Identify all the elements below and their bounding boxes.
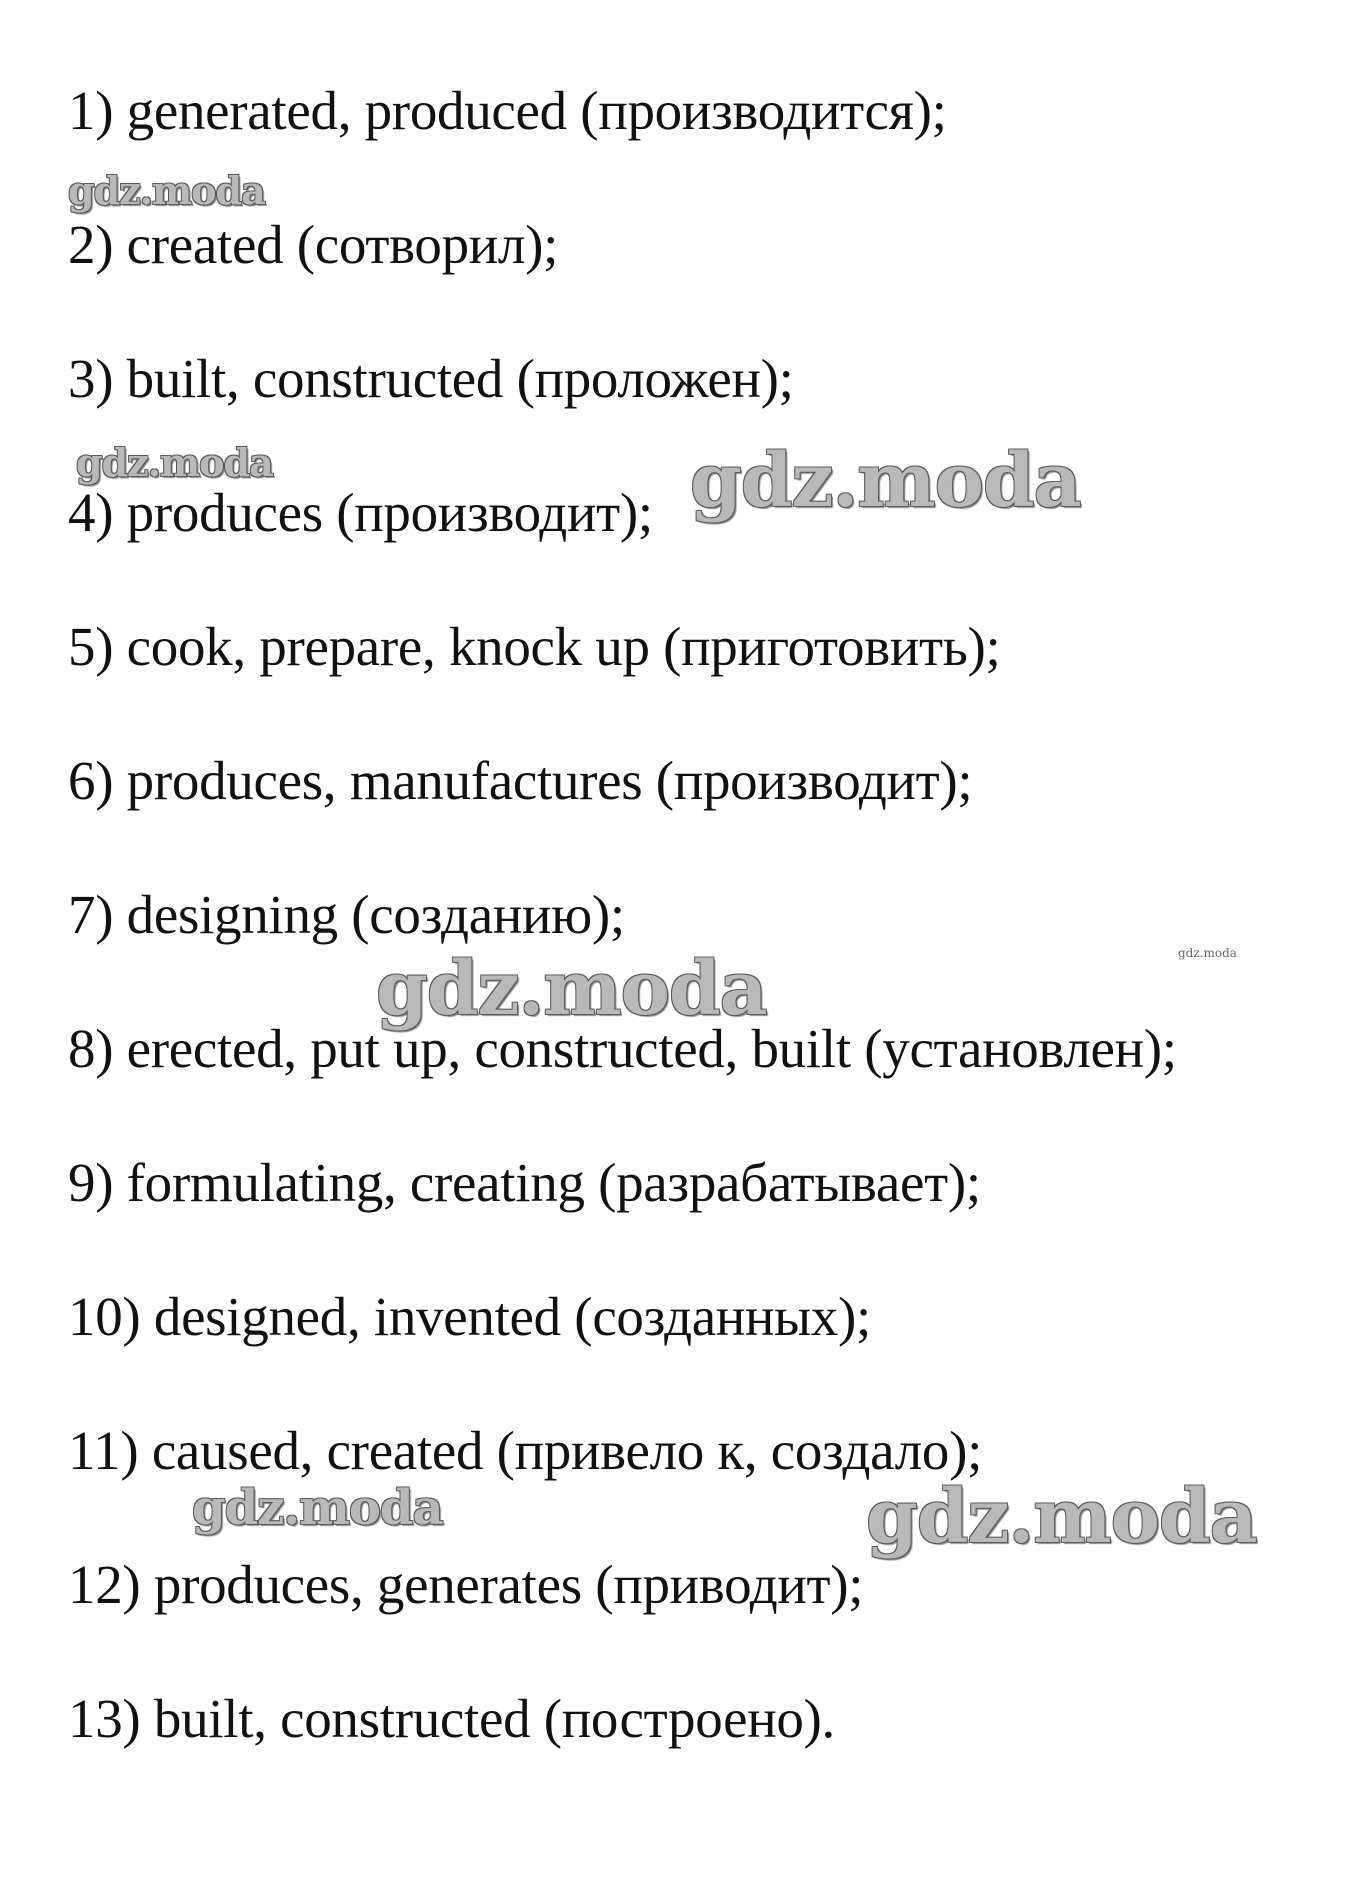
answer-item-7: 7) designing (созданию);	[68, 884, 625, 945]
watermark-large-3: gdz.moda	[866, 1474, 1257, 1560]
watermark-large-2: gdz.moda	[376, 946, 767, 1032]
watermark-large-1: gdz.moda	[690, 438, 1081, 524]
answer-item-1: 1) generated, produced (производится);	[68, 80, 947, 141]
answer-item-10: 10) designed, invented (созданных);	[68, 1286, 871, 1347]
answer-item-6: 6) produces, manufactures (производит);	[68, 750, 973, 811]
answer-item-8: 8) erected, put up, constructed, built (установлен);	[68, 1018, 1177, 1079]
answer-item-11: 11) caused, created (привело к, создало);	[68, 1420, 983, 1481]
answer-item-4: 4) produces (производит);	[68, 482, 653, 543]
answer-item-2: 2) created (сотворил);	[68, 214, 559, 275]
answer-item-13: 13) built, constructed (построено).	[68, 1688, 835, 1749]
answer-item-3: 3) built, constructed (проложен);	[68, 348, 794, 409]
answer-item-5: 5) cook, prepare, knock up (приготовить);	[68, 616, 1001, 677]
answer-item-12: 12) produces, generates (приводит);	[68, 1554, 864, 1615]
watermark-tiny: gdz.moda	[1178, 946, 1237, 960]
watermark-medium: gdz.moda	[192, 1480, 443, 1536]
answer-item-9: 9) formulating, creating (разрабатывает);	[68, 1152, 981, 1213]
watermark-small-2: gdz.moda	[76, 440, 273, 485]
watermark-small-1: gdz.moda	[68, 168, 265, 213]
